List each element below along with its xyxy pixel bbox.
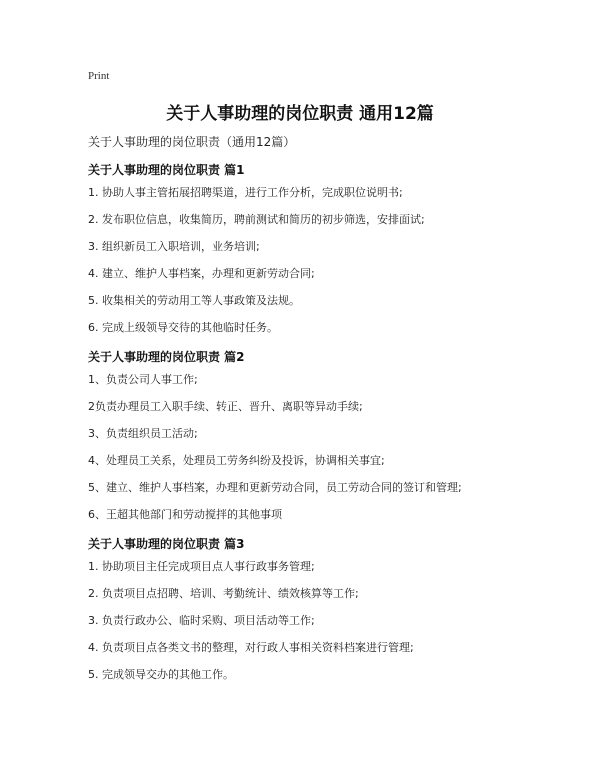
- section-heading: 关于人事助理的岗位职责 篇3: [88, 537, 245, 551]
- list-item: 2. 发布职位信息，收集简历，聘前测试和简历的初步筛选，安排面试;: [88, 213, 425, 226]
- list-item: 4. 负责项目点各类文书的整理，对行政人事相关资料档案进行管理;: [88, 641, 414, 654]
- list-item: 2. 负责项目点招聘、培训、考勤统计、绩效核算等工作;: [88, 587, 359, 600]
- list-item: 3. 组织新员工入职培训，业务培训;: [88, 240, 260, 253]
- list-item: 3、负责组织员工活动;: [88, 427, 198, 440]
- list-item: 1. 协助项目主任完成项目点人事行政事务管理;: [88, 560, 315, 573]
- list-item: 6. 完成上级领导交待的其他临时任务。: [88, 321, 278, 334]
- section-heading: 关于人事助理的岗位职责 篇2: [88, 350, 245, 364]
- list-item: 1、负责公司人事工作;: [88, 373, 198, 386]
- document-title: 关于人事助理的岗位职责 通用12篇: [166, 104, 434, 124]
- section-heading: 关于人事助理的岗位职责 篇1: [88, 163, 245, 177]
- list-item: 5. 收集相关的劳动用工等人事政策及法规。: [88, 294, 300, 307]
- list-item: 3. 负责行政办公、临时采购、项目活动等工作;: [88, 614, 315, 627]
- document-subtitle: 关于人事助理的岗位职责（通用12篇）: [88, 135, 296, 149]
- list-item: 2负责办理员工入职手续、转正、晋升、离职等异动手续;: [88, 400, 363, 413]
- list-item: 4、处理员工关系，处理员工劳务纠纷及投诉，协调相关事宜;: [88, 454, 385, 467]
- list-item: 5、建立、维护人事档案，办理和更新劳动合同，员工劳动合同的签订和管理;: [88, 481, 462, 494]
- document-body: [88, 161, 588, 688]
- list-item: 6、王超其他部门和劳动搅拌的其他事项: [88, 508, 282, 521]
- list-item: 5. 完成领导交办的其他工作。: [88, 668, 234, 681]
- list-item: 1. 协助人事主管拓展招聘渠道，进行工作分析，完成职位说明书;: [88, 186, 403, 199]
- print-label: Print: [88, 70, 110, 82]
- list-item: 4. 建立、维护人事档案，办理和更新劳动合同;: [88, 267, 315, 280]
